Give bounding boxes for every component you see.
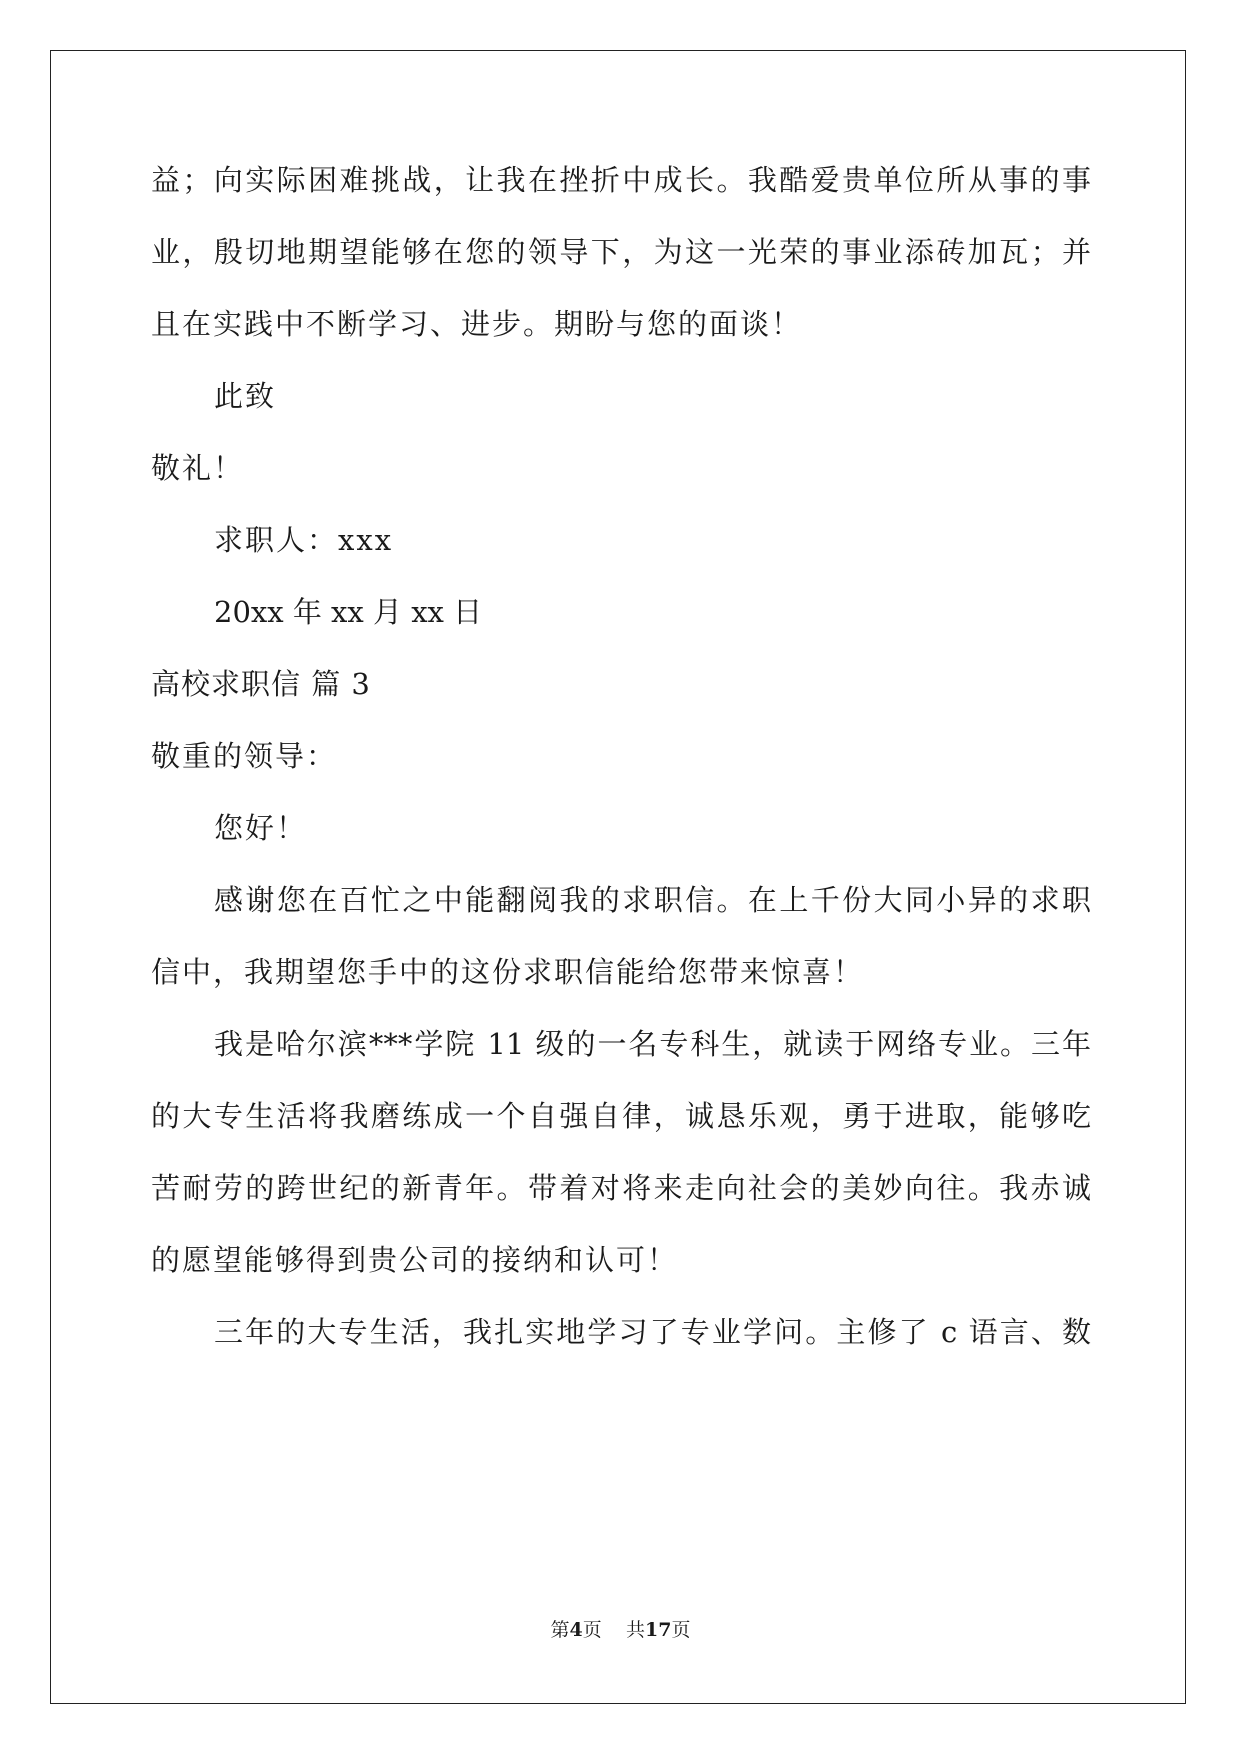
paragraph-line: 三年的大专生活，我扎实地学习了专业学问。主修了 c 语言、数	[214, 1315, 1091, 1349]
letter-hello: 您好！	[214, 811, 308, 845]
paragraph-line: 苦耐劳的跨世纪的新青年。带着对将来走向社会的美妙向往。我赤诚	[151, 1171, 1091, 1205]
paragraph-line: 我是哈尔滨***学院 11 级的一名专科生，就读于网络专业。三年	[214, 1027, 1091, 1061]
paragraph-line: 信中，我期望您手中的这份求职信能给您带来惊喜！	[151, 955, 865, 989]
page-footer	[0, 1618, 1241, 1642]
signature-applicant: 求职人：xxx	[214, 523, 394, 557]
closing-salutation: 此致	[214, 379, 277, 413]
footer-prefix: 第	[550, 1619, 570, 1641]
paragraph-line: 的大专生活将我磨练成一个自强自律，诚恳乐观，勇于进取，能够吃	[151, 1099, 1091, 1133]
closing-regards: 敬礼！	[151, 451, 245, 485]
page-border	[50, 50, 1186, 1704]
section-heading: 高校求职信 篇 3	[151, 667, 371, 701]
footer-total-suffix: 页	[671, 1619, 691, 1641]
footer-page-number: 4	[569, 1619, 583, 1641]
paragraph-line: 的愿望能够得到贵公司的接纳和认可！	[151, 1243, 679, 1277]
footer-total-pages: 17	[644, 1619, 672, 1641]
footer-page-suffix: 页	[582, 1619, 602, 1641]
footer-total-prefix: 共	[625, 1619, 645, 1641]
paragraph-line: 益；向实际困难挑战，让我在挫折中成长。我酷爱贵单位所从事的事	[151, 163, 1091, 197]
letter-greeting: 敬重的领导：	[151, 739, 338, 773]
paragraph-line: 且在实践中不断学习、进步。期盼与您的面谈！	[151, 307, 803, 341]
paragraph-line: 感谢您在百忙之中能翻阅我的求职信。在上千份大同小异的求职	[214, 883, 1091, 917]
signature-date: 20xx 年 xx 月 xx 日	[214, 595, 483, 629]
paragraph-line: 业，殷切地期望能够在您的领导下，为这一光荣的事业添砖加瓦；并	[151, 235, 1091, 269]
